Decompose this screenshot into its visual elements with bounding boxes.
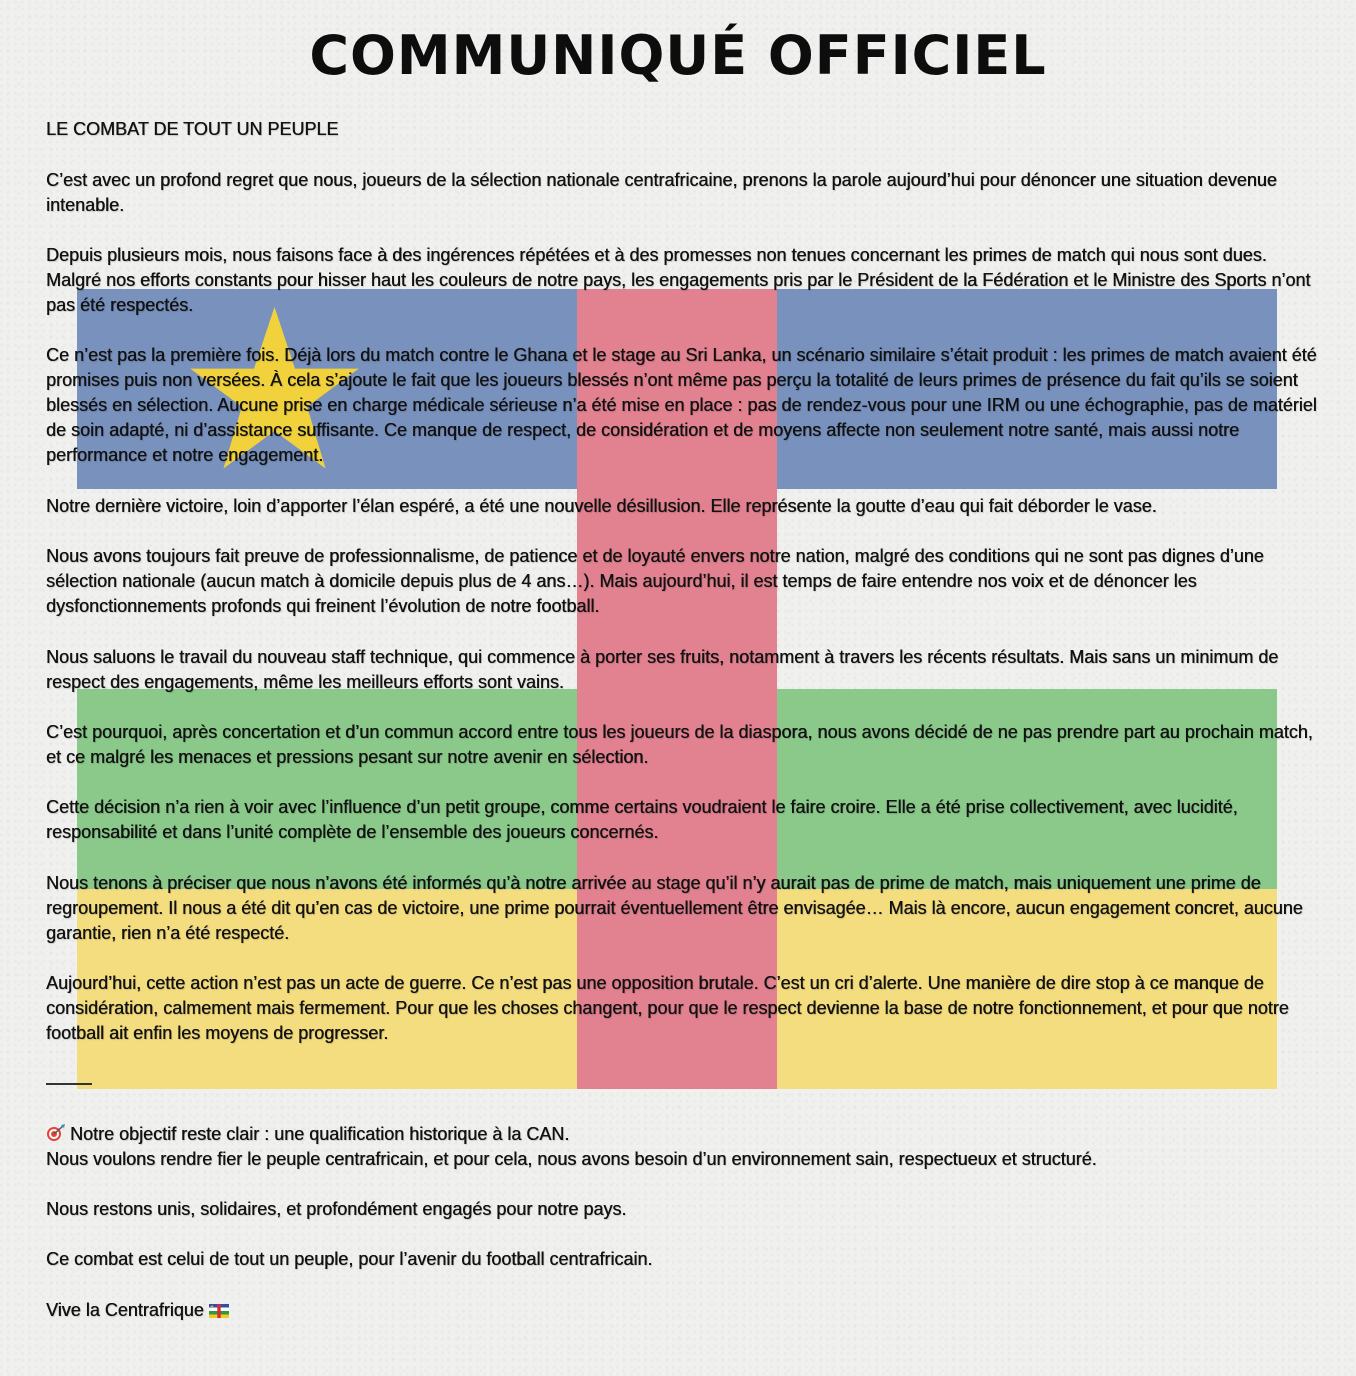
objective-line (46, 1122, 1321, 1172)
closing-combat: Ce combat est celui de tout un peuple, pour l’avenir du football centrafricain. (46, 1249, 653, 1269)
paragraph-promises: Depuis plusieurs mois, nous faisons face à des ingérences répétées et à des promesses non tenues concernant les primes de match qui nous sont dues. Malgré nos efforts constants pour hisser haut les couleurs de notre pays, les engagements pris par le Président de la Fédération et le Ministre des Sports n’ont pas été respectés. (46, 245, 1311, 315)
objective-follow-text: Nous voulons rendre fier le peuple centrafricain, et pour cela, nous avons besoin d’un environnement sain, respectueux et structuré. (46, 1149, 1097, 1169)
paragraph-bonus: Nous tenons à préciser que nous n’avons été informés qu’à notre arrivée au stage qu’il n’y aurait pas de prime de match, mais uniquement une prime de regroupement. Il nous a été dit qu’en cas de victoire, une prime pourrait éventuellement être envisagée… Mais là encore, aucun engagement concret, aucune garantie, rien n’a été respecté. (46, 873, 1303, 943)
closing-vive (46, 1298, 1321, 1323)
target-icon (46, 1124, 66, 1142)
objective-text: Notre objectif reste clair : une qualification historique à la CAN. (70, 1124, 570, 1144)
page-title: COMMUNIQUÉ OFFICIEL (309, 24, 1047, 87)
divider (46, 1083, 92, 1085)
paragraph-decision: C’est pourquoi, après concertation et d’un commun accord entre tous les joueurs de la diaspora, nous avons décidé de ne pas prendre part au prochain match, et ce malgré les menaces et pressions pesant sur notre avenir en sélection. (46, 722, 1313, 767)
paragraph-staff: Nous saluons le travail du nouveau staff technique, qui commence à porter ses fruits, notamment à travers les récents résultats. Mais sans un minimum de respect des engagements, même les meilleurs efforts sont vains. (46, 647, 1279, 692)
central-african-republic-flag-icon (209, 1304, 229, 1318)
section-heading: LE COMBAT DE TOUT UN PEUPLE (46, 119, 339, 139)
closing-unity: Nous restons unis, solidaires, et profondément engagés pour notre pays. (46, 1199, 627, 1219)
paragraph-intro: C’est avec un profond regret que nous, joueurs de la sélection nationale centrafricaine, prenons la parole aujourd’hui pour dénoncer une situation devenue intenable. (46, 170, 1277, 215)
paragraph-collective: Cette décision n’a rien à voir avec l’influence d’un petit groupe, comme certains voudraient le faire croire. Elle a été prise collectivement, avec lucidité, responsabilité et dans l’unité complète de l’ensemble des joueurs concernés. (46, 797, 1238, 842)
paragraph-last-victory: Notre dernière victoire, loin d’apporter l’élan espéré, a été une nouvelle désillusion. Elle représente la goutte d’eau qui fait déborder le vase. (46, 496, 1157, 516)
closing-vive-text: Vive la Centrafrique (46, 1300, 204, 1320)
paragraph-professionalism: Nous avons toujours fait preuve de professionnalisme, de patience et de loyauté envers notre nation, malgré des conditions qui ne sont pas dignes d’une sélection nationale (aucun match à domicile depuis plus de 4 ans…). Mais aujourd’hui, il est temps de faire entendre nos voix et de dénoncer les dysfonctionnements profonds qui freinent l’évolution de notre football. (46, 546, 1264, 616)
paragraph-history: Ce n’est pas la première fois. Déjà lors du match contre le Ghana et le stage au Sri Lanka, un scénario similaire s’était produit : les primes de match avaient été promises puis non versées. À cela s’ajoute le fait que les joueurs blessés n’ont même pas perçu la totalité de leurs primes de présence du fait qu’ils se soient blessés en sélection. Aucune prise en charge médicale sérieuse n’a été mise en place : pas de rendez-vous pour une IRM ou une échographie, pas de matériel de soin adapté, ni d’assistance suffisante. Ce manque de respect, de considération et de moyens affecte non seulement notre santé, mais aussi notre performance et notre engagement. (46, 345, 1317, 465)
paragraph-alert: Aujourd’hui, cette action n’est pas un acte de guerre. Ce n’est pas une opposition brutale. C’est un cri d’alerte. Une manière de dire stop à ce manque de considération, calmement mais fermement. Pour que les choses changent, pour que le respect devienne la base de notre fonctionnement, et pour que notre football ait enfin les moyens de progresser. (46, 973, 1289, 1043)
